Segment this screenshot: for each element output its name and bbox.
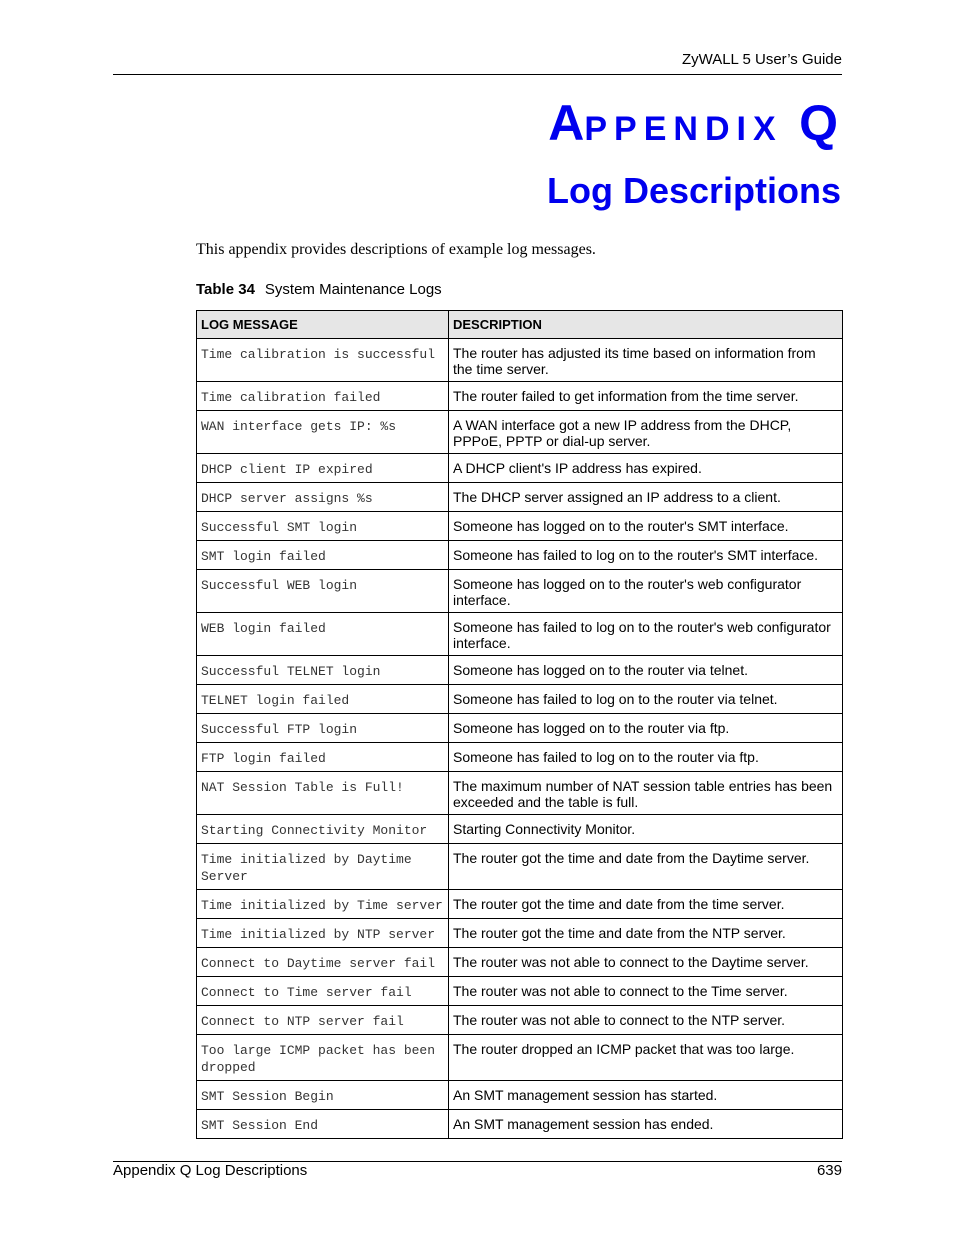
log-description-cell: The maximum number of NAT session table entries has been exceeded and the table is full. xyxy=(449,772,843,815)
table-body xyxy=(197,339,843,1139)
log-message-cell: Time calibration failed xyxy=(197,382,449,411)
appendix-word-rest: PPENDIX xyxy=(584,110,783,148)
log-description-cell: The router got the time and date from the time server. xyxy=(449,890,843,919)
log-message-cell: SMT Session End xyxy=(197,1110,449,1139)
log-message-cell: SMT Session Begin xyxy=(197,1081,449,1110)
log-description-cell: A WAN interface got a new IP address from the DHCP, PPPoE, PPTP or dial-up server. xyxy=(449,411,843,454)
log-message-cell: Connect to Daytime server fail xyxy=(197,948,449,977)
table-row xyxy=(197,454,843,483)
log-message-cell: WEB login failed xyxy=(197,613,449,656)
log-message-cell: Time initialized by NTP server xyxy=(197,919,449,948)
log-message-cell: TELNET login failed xyxy=(197,685,449,714)
column-header-log-message: LOG MESSAGE xyxy=(197,311,449,339)
table-row xyxy=(197,1006,843,1035)
table-row xyxy=(197,512,843,541)
log-message-cell: Successful WEB login xyxy=(197,570,449,613)
table-row xyxy=(197,613,843,656)
table-row xyxy=(197,541,843,570)
table-row xyxy=(197,772,843,815)
log-description-cell: The DHCP server assigned an IP address to a client. xyxy=(449,483,843,512)
log-description-cell: The router got the time and date from the Daytime server. xyxy=(449,844,843,890)
log-message-cell: Successful TELNET login xyxy=(197,656,449,685)
table-header-row xyxy=(197,311,843,339)
table-row xyxy=(197,339,843,382)
table-row xyxy=(197,743,843,772)
table-row xyxy=(197,656,843,685)
appendix-initial: A xyxy=(548,95,585,151)
log-message-cell: DHCP server assigns %s xyxy=(197,483,449,512)
log-message-cell: Time initialized by Daytime Server xyxy=(197,844,449,890)
log-message-cell: Successful SMT login xyxy=(197,512,449,541)
log-description-cell: Someone has failed to log on to the router via ftp. xyxy=(449,743,843,772)
log-message-cell: Connect to NTP server fail xyxy=(197,1006,449,1035)
column-header-description: DESCRIPTION xyxy=(449,311,843,339)
page-number: 639 xyxy=(816,1162,842,1179)
log-description-cell: The router failed to get information from the time server. xyxy=(449,382,843,411)
log-description-cell: An SMT management session has started. xyxy=(449,1081,843,1110)
log-description-cell: The router got the time and date from the NTP server. xyxy=(449,919,843,948)
log-message-cell: WAN interface gets IP: %s xyxy=(197,411,449,454)
table-caption-label: Table 34 xyxy=(196,281,255,298)
log-message-cell: NAT Session Table is Full! xyxy=(197,772,449,815)
log-description-cell: Someone has failed to log on to the router's SMT interface. xyxy=(449,541,843,570)
table-row xyxy=(197,411,843,454)
log-description-cell: The router has adjusted its time based on information from the time server. xyxy=(449,339,843,382)
table-row xyxy=(197,570,843,613)
table-row xyxy=(197,382,843,411)
log-description-cell: Starting Connectivity Monitor. xyxy=(449,815,843,844)
appendix-heading xyxy=(548,95,838,151)
table-row xyxy=(197,815,843,844)
log-message-cell: DHCP client IP expired xyxy=(197,454,449,483)
table-row xyxy=(197,714,843,743)
log-description-cell: Someone has failed to log on to the router's web configurator interface. xyxy=(449,613,843,656)
table-row xyxy=(197,1110,843,1139)
table-row xyxy=(197,685,843,714)
log-message-cell: SMT login failed xyxy=(197,541,449,570)
log-message-cell: Time calibration is successful xyxy=(197,339,449,382)
log-message-cell: Connect to Time server fail xyxy=(197,977,449,1006)
log-description-cell: Someone has failed to log on to the router via telnet. xyxy=(449,685,843,714)
log-message-cell: Successful FTP login xyxy=(197,714,449,743)
running-header-title: ZyWALL 5 User’s Guide xyxy=(681,51,842,68)
table-caption-text: System Maintenance Logs xyxy=(264,281,442,298)
log-description-cell: Someone has logged on to the router via telnet. xyxy=(449,656,843,685)
table-row xyxy=(197,483,843,512)
log-description-cell: The router dropped an ICMP packet that was too large. xyxy=(449,1035,843,1081)
appendix-letter: Q xyxy=(799,95,838,151)
log-description-cell: Someone has logged on to the router via ftp. xyxy=(449,714,843,743)
header-divider xyxy=(113,74,842,75)
table-row xyxy=(197,977,843,1006)
log-description-cell: A DHCP client's IP address has expired. xyxy=(449,454,843,483)
log-message-cell: Too large ICMP packet has been dropped xyxy=(197,1035,449,1081)
log-description-cell: The router was not able to connect to the NTP server. xyxy=(449,1006,843,1035)
table-row xyxy=(197,1081,843,1110)
log-message-cell: FTP login failed xyxy=(197,743,449,772)
log-description-cell: Someone has logged on to the router's SMT interface. xyxy=(449,512,843,541)
log-description-cell: The router was not able to connect to the Daytime server. xyxy=(449,948,843,977)
table-caption xyxy=(196,281,442,298)
log-message-cell: Starting Connectivity Monitor xyxy=(197,815,449,844)
table-row xyxy=(197,948,843,977)
log-description-cell: The router was not able to connect to the Time server. xyxy=(449,977,843,1006)
table-row xyxy=(197,1035,843,1081)
table-row xyxy=(197,890,843,919)
table-row xyxy=(197,919,843,948)
log-descriptions-table xyxy=(196,310,843,1139)
chapter-title: Log Descriptions xyxy=(546,170,841,211)
log-description-cell: An SMT management session has ended. xyxy=(449,1110,843,1139)
intro-paragraph: This appendix provides descriptions of example log messages. xyxy=(196,241,596,258)
log-message-cell: Time initialized by Time server xyxy=(197,890,449,919)
log-description-cell: Someone has logged on to the router's web configurator interface. xyxy=(449,570,843,613)
table-row xyxy=(197,844,843,890)
footer-section-title: Appendix Q Log Descriptions xyxy=(113,1162,308,1179)
